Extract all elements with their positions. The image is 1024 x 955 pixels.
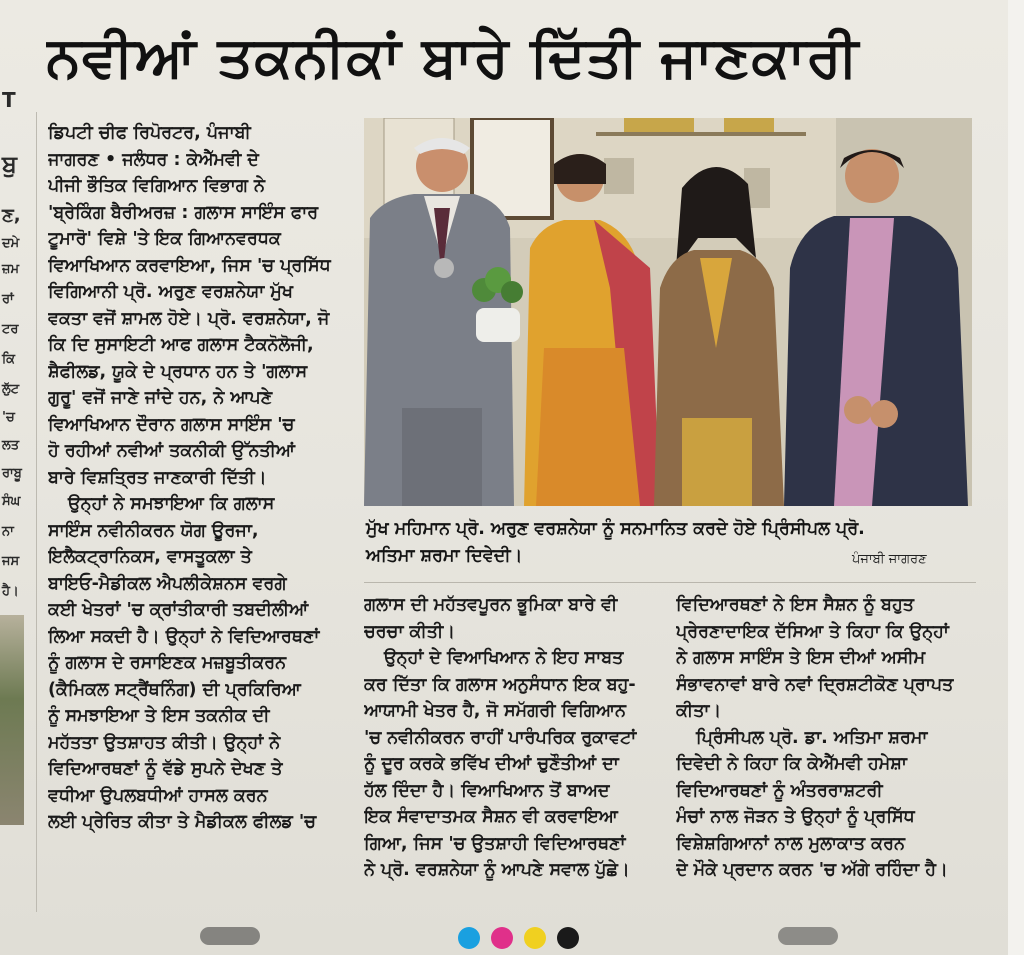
fragment-text: 'ਚ [2, 410, 15, 425]
article-line: ਇਲੈਕਟ੍ਰਾਨਿਕਸ, ਵਾਸਤੂਕਲਾ ਤੇ [48, 547, 252, 567]
article-line: ਨੇ ਪ੍ਰੋ. ਵਰਸ਼ਨੇਯਾ ਨੂੰ ਆਪਣੇ ਸਵਾਲ ਪੁੱਛੇ। [364, 860, 630, 880]
article-line: ਵਿਗਿਆਨੀ ਪ੍ਰੋ. ਅਰੁਣ ਵਰਸ਼ਨੇਯਾ ਮੁੱਖ [48, 282, 293, 302]
article-line: ਕਈ ਖੇਤਰਾਂ 'ਚ ਕ੍ਰਾਂਤੀਕਾਰੀ ਤਬਦੀਲੀਆਂ [48, 600, 309, 620]
article-column-2 [364, 592, 664, 884]
fragment-text: ਬੁ [2, 150, 17, 178]
printer-mark-left [200, 927, 266, 947]
article-line: 'ਬ੍ਰੇਕਿੰਗ ਬੈਰੀਅਰਜ਼ : ਗਲਾਸ ਸਾਇੰਸ ਫਾਰ [48, 202, 319, 223]
news-photo-illustration [364, 118, 972, 506]
article-line: ਵਿਆਖਿਆਨ ਦੌਰਾਨ ਗਲਾਸ ਸਾਇੰਸ 'ਚ [48, 414, 295, 435]
article-line: ਦੇ ਮੌਕੇ ਪ੍ਰਦਾਨ ਕਰਨ 'ਚ ਅੱਗੇ ਰਹਿੰਦਾ ਹੈ। [676, 860, 948, 880]
fragment-text: ਕਿ [2, 352, 16, 367]
printer-mark [778, 927, 838, 945]
fragment-text: ਸੰਘ [2, 494, 21, 509]
black-dot [557, 927, 579, 949]
article-line: ਪ੍ਰਿੰਸੀਪਲ ਪ੍ਰੋ. ਡਾ. ਅਤਿਮਾ ਸ਼ਰਮਾ [696, 727, 928, 748]
article-line: ਵਿਸ਼ੇਸ਼ਗਿਆਨਾਂ ਨਾਲ ਮੁਲਾਕਾਤ ਕਰਨ [676, 833, 905, 854]
fragment-text: ਜ਼ਮ [2, 262, 20, 277]
article-line: ਹੱਲ ਦਿੰਦਾ ਹੈ। ਵਿਆਖਿਆਨ ਤੋਂ ਬਾਅਦ [364, 780, 610, 801]
article-column-1 [48, 120, 352, 836]
adjacent-photo-fragment [0, 615, 24, 825]
adjacent-column-fragment [0, 0, 30, 955]
article-line: ਪ੍ਰੇਰਣਾਦਾਇਕ ਦੱਸਿਆ ਤੇ ਕਿਹਾ ਕਿ ਉਨ੍ਹਾਂ [676, 621, 949, 642]
article-column-3 [676, 592, 976, 884]
fragment-text: T [2, 88, 16, 112]
article-line: ਕਰ ਦਿੱਤਾ ਕਿ ਗਲਾਸ ਅਨੁਸੰਧਾਨ ਇਕ ਬਹੁ- [364, 674, 636, 695]
article-line: ਹੋ ਰਹੀਆਂ ਨਵੀਆਂ ਤਕਨੀਕੀ ਉੱਨਤੀਆਂ [48, 441, 295, 461]
magenta-dot [491, 927, 513, 949]
article-line: ਵਿਦਿਆਰਥਣਾਂ ਨੂੰ ਅੰਤਰਰਾਸ਼ਟਰੀ [676, 780, 883, 801]
news-photo [364, 118, 972, 506]
fragment-text: ਲੁੱਟ [2, 382, 20, 397]
article-line: ਗਲਾਸ ਦੀ ਮਹੱਤਵਪੂਰਨ ਭੂਮਿਕਾ ਬਾਰੇ ਵੀ [364, 595, 618, 615]
caption-line: ਅਤਿਮਾ ਸ਼ਰਮਾ ਦਿਵੇਦੀ। [366, 546, 523, 566]
fragment-text: ਨਾ [2, 524, 14, 539]
article-line: ਨੂੰ ਗਲਾਸ ਦੇ ਰਸਾਇਣਕ ਮਜ਼ਬੂਤੀਕਰਨ [48, 653, 287, 673]
fragment-text: ਜਸ [2, 554, 20, 569]
article-line: ਉਨ੍ਹਾਂ ਦੇ ਵਿਆਖਿਆਨ ਨੇ ਇਹ ਸਾਬਤ [384, 648, 624, 668]
article-line: ਕੀਤਾ। [676, 701, 722, 721]
fragment-text: ਰਾਂ [2, 292, 14, 307]
article-line: ਨੂੰ ਦੂਰ ਕਰਕੇ ਭਵਿੱਖ ਦੀਆਂ ਚੁਣੌਤੀਆਂ ਦਾ [364, 754, 619, 774]
article-line: ਨੇ ਗਲਾਸ ਸਾਇੰਸ ਤੇ ਇਸ ਦੀਆਂ ਅਸੀਮ [676, 648, 926, 668]
article-line: ਮਹੱਤਤਾ ਉਤਸ਼ਾਹਤ ਕੀਤੀ। ਉਨ੍ਹਾਂ ਨੇ [48, 732, 281, 753]
article-line: 'ਚ ਨਵੀਨੀਕਰਨ ਰਾਹੀਂ ਪਾਰੰਪਰਿਕ ਰੁਕਾਵਟਾਂ [364, 727, 637, 748]
printer-mark [200, 927, 260, 945]
article-line: ਲਈ ਪ੍ਰੇਰਿਤ ਕੀਤਾ ਤੇ ਮੈਡੀਕਲ ਫੀਲਡ 'ਚ [48, 812, 317, 832]
color-registration-dots [458, 927, 585, 947]
article-line: ਵਿਦਿਆਰਥਣਾਂ ਨੇ ਇਸ ਸੈਸ਼ਨ ਨੂੰ ਬਹੁਤ [676, 595, 914, 615]
caption-line: ਮੁੱਖ ਮਹਿਮਾਨ ਪ੍ਰੋ. ਅਰੁਣ ਵਰਸ਼ਨੇਯਾ ਨੂੰ ਸਨਮਾਨਿਤ ਕਰਦੇ ਹੋਏ ਪ੍ਰਿੰਸੀਪਲ ਪ੍ਰੋ. [366, 519, 865, 539]
fragment-text: ਦਮੇ [2, 236, 20, 251]
article-line: ਦਿਵੇਦੀ ਨੇ ਕਿਹਾ ਕਿ ਕੇਐੱਮਵੀ ਹਮੇਸ਼ਾ [676, 754, 907, 774]
article-line: ਸੰਭਾਵਨਾਵਾਂ ਬਾਰੇ ਨਵਾਂ ਦ੍ਰਿਸ਼ਟੀਕੋਣ ਪ੍ਰਾਪਤ [676, 674, 954, 695]
cyan-dot [458, 927, 480, 949]
article-line: ਵਧੀਆ ਉਪਲਬਧੀਆਂ ਹਾਸਲ ਕਰਨ [48, 785, 268, 806]
printer-mark-right [778, 927, 844, 947]
article-line: ਵਕਤਾ ਵਜੋਂ ਸ਼ਾਮਲ ਹੋਏ। ਪ੍ਰੋ. ਵਰਸ਼ਨੇਯਾ, ਜੋ [48, 308, 330, 329]
article-line: ਵਿਦਿਆਰਥਣਾਂ ਨੂੰ ਵੱਡੇ ਸੁਪਨੇ ਦੇਖਣ ਤੇ [48, 759, 283, 779]
fragment-text: ਹੈ। [2, 584, 19, 599]
column-divider [36, 112, 37, 912]
article-line: ਡਿਪਟੀ ਚੀਫ ਰਿਪੋਰਟਰ, ਪੰਜਾਬੀ [48, 123, 251, 143]
article-line: ਸ਼ੈਫੀਲਡ, ਯੂਕੇ ਦੇ ਪ੍ਰਧਾਨ ਹਨ ਤੇ 'ਗਲਾਸ [48, 361, 308, 382]
article-line: ਟੂਮਾਰੋ' ਵਿਸ਼ੇ 'ਤੇ ਇਕ ਗਿਆਨਵਰਧਕ [48, 229, 281, 249]
article-line: ਬਾਇਓ-ਮੈਡੀਕਲ ਐਪਲੀਕੇਸ਼ਨਸ ਵਰਗੇ [48, 573, 287, 594]
yellow-dot [524, 927, 546, 949]
article-line: ਇਕ ਸੰਵਾਦਾਤਮਕ ਸੈਸ਼ਨ ਵੀ ਕਰਵਾਇਆ [364, 807, 618, 827]
page-edge [1008, 0, 1024, 955]
article-line: ਉਨ੍ਹਾਂ ਨੇ ਸਮਝਾਇਆ ਕਿ ਗਲਾਸ [68, 494, 275, 514]
fragment-text: ਣ, [2, 205, 21, 226]
article-line: ਵਿਆਖਿਆਨ ਕਰਵਾਇਆ, ਜਿਸ 'ਚ ਪ੍ਰਸਿੱਧ [48, 255, 331, 276]
article-line: ਮੰਚਾਂ ਨਾਲ ਜੋੜਨ ਤੇ ਉਨ੍ਹਾਂ ਨੂੰ ਪ੍ਰਸਿੱਧ [676, 807, 915, 827]
article-line: ਪੀਜੀ ਭੌਤਿਕ ਵਿਗਿਆਨ ਵਿਭਾਗ ਨੇ [48, 176, 265, 196]
article-line: ਸਾਇੰਸ ਨਵੀਨੀਕਰਨ ਯੋਗ ਊਰਜਾ, [48, 520, 259, 541]
article-line: ਜਾਗਰਣ • ਜਲੰਧਰ : ਕੇਐੱਮਵੀ ਦੇ [48, 149, 259, 170]
fragment-text: ਲਤ [2, 438, 20, 453]
article-line: (ਕੈਮਿਕਲ ਸਟ੍ਰੈਂਥਨਿੰਗ) ਦੀ ਪ੍ਰਕਿਰਿਆ [48, 679, 301, 700]
article-line: ਬਾਰੇ ਵਿਸ਼ਤ੍ਰਿਤ ਜਾਣਕਾਰੀ ਦਿੱਤੀ। [48, 467, 267, 488]
article-line: ਲਿਆ ਸਕਦੀ ਹੈ। ਉਨ੍ਹਾਂ ਨੇ ਵਿਦਿਆਰਥਣਾਂ [48, 626, 320, 647]
article-line: ਚਰਚਾ ਕੀਤੀ। [364, 621, 456, 642]
headline: ਨਵੀਆਂ ਤਕਨੀਕਾਂ ਬਾਰੇ ਦਿੱਤੀ ਜਾਣਕਾਰੀ [46, 25, 860, 90]
caption-rule [364, 582, 976, 583]
fragment-text: ਰਾਬੂ [2, 466, 22, 481]
article-line: ਗਿਆ, ਜਿਸ 'ਚ ਉਤਸ਼ਾਹੀ ਵਿਦਿਆਰਥਣਾਂ [364, 833, 626, 854]
fragment-text: ਟਰ [2, 322, 19, 337]
article-line: ਗੁਰੂ' ਵਜੋਂ ਜਾਣੇ ਜਾਂਦੇ ਹਨ, ਨੇ ਆਪਣੇ [48, 388, 273, 408]
article-line: ਨੂੰ ਸਮਝਾਇਆ ਤੇ ਇਸ ਤਕਨੀਕ ਦੀ [48, 706, 270, 726]
photo-credit: ਪੰਜਾਬੀ ਜਾਗਰਣ [852, 552, 927, 567]
article-line: ਆਯਾਮੀ ਖੇਤਰ ਹੈ, ਜੋ ਸਮੱਗਰੀ ਵਿਗਿਆਨ [364, 701, 626, 721]
article-line: ਕਿ ਦਿ ਸੁਸਾਇਟੀ ਆਫ ਗਲਾਸ ਟੈਕਨੋਲੋਜੀ, [48, 335, 314, 355]
